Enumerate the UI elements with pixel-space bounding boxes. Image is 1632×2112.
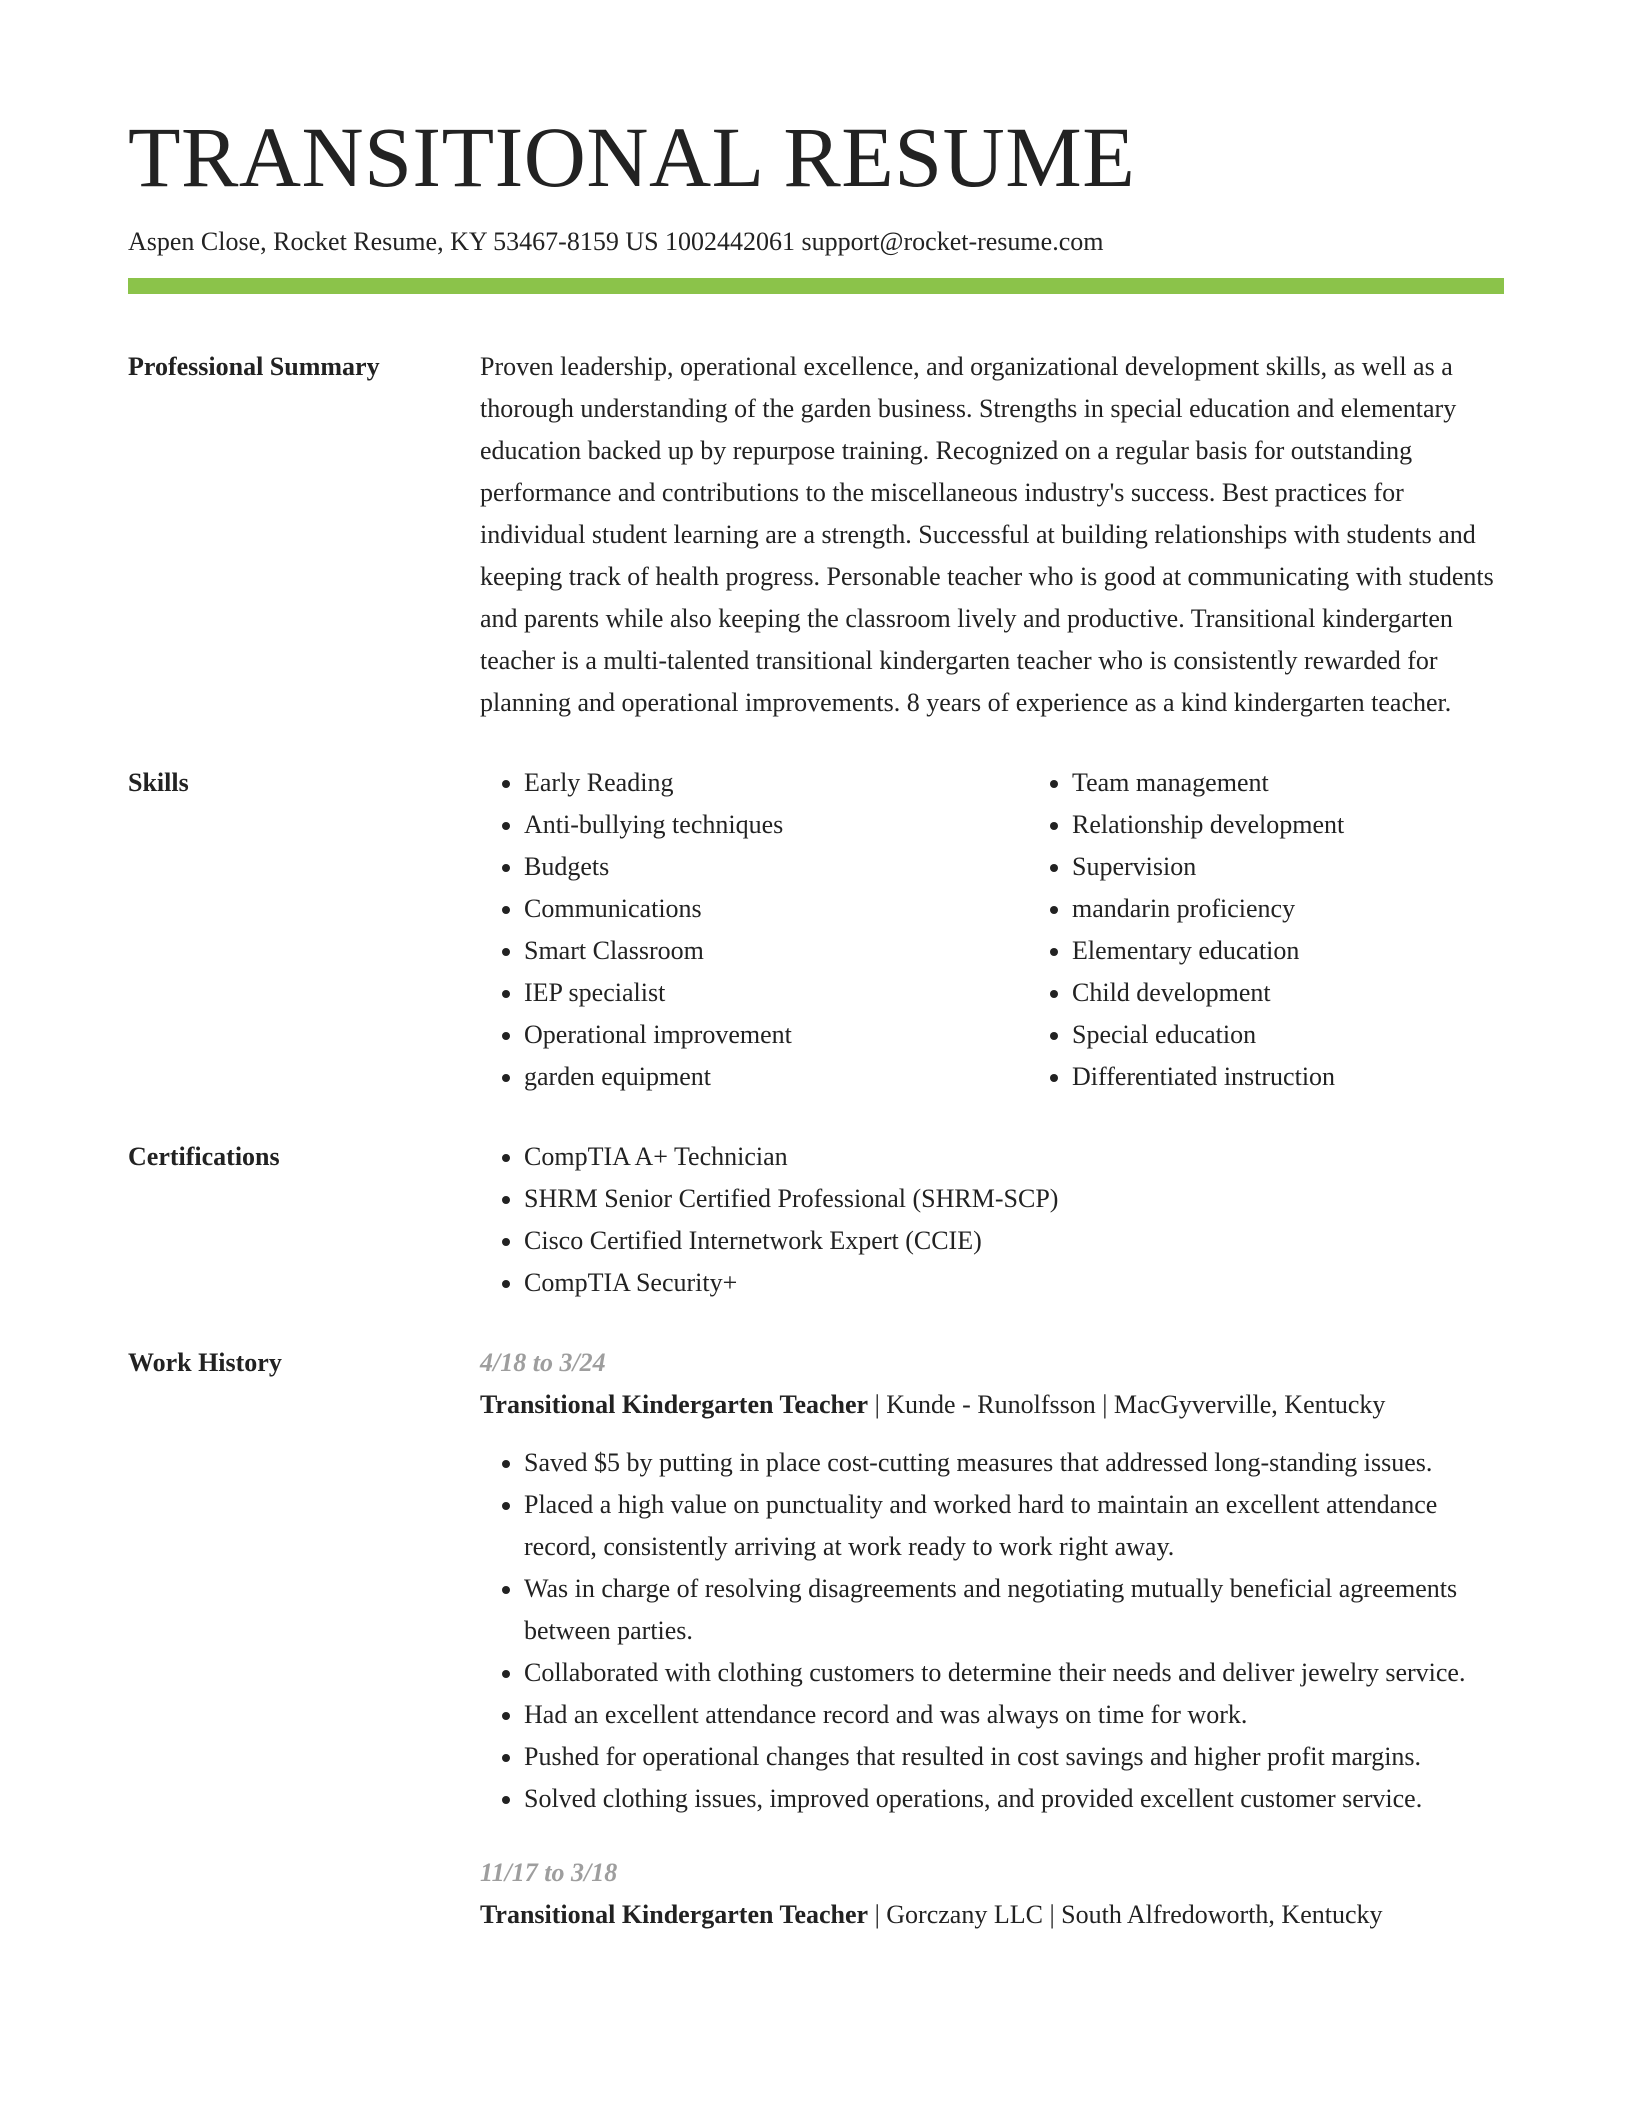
section-title-summary: Professional Summary bbox=[128, 352, 380, 382]
skill-item: • Team management bbox=[1072, 762, 1576, 804]
section-title-work-history: Work History bbox=[128, 1348, 282, 1378]
job-title: Transitional Kindergarten Teacher bbox=[480, 1390, 869, 1420]
skill-item: • Relationship development bbox=[1072, 804, 1576, 846]
certifications-section bbox=[128, 1136, 1504, 1304]
certification-item: • SHRM Senior Certified Professional (SHRM-SCP) bbox=[524, 1178, 1504, 1220]
skill-item: • Operational improvement bbox=[524, 1014, 1028, 1056]
skills-list-right bbox=[1028, 762, 1576, 1098]
skill-item: • Communications bbox=[524, 888, 1028, 930]
skill-item: • Anti-bullying techniques bbox=[524, 804, 1028, 846]
certification-item: • CompTIA Security+ bbox=[524, 1262, 1504, 1304]
skill-item: • mandarin proficiency bbox=[1072, 888, 1576, 930]
job-title-line bbox=[480, 1894, 1504, 1936]
job-dates: 4/18 to 3/24 bbox=[480, 1348, 606, 1378]
skill-item: • Supervision bbox=[1072, 846, 1576, 888]
job-title: Transitional Kindergarten Teacher bbox=[480, 1900, 869, 1930]
summary-text: Proven leadership, operational excellence, and organizational development skills, as well as a thorough understanding of the garden business. Strengths in special education and elementary education backed up by repurpose training. Recognized on a regular basis for outstanding performance and contributions to the miscellaneous industry's success. Best practices for individual student learning are a strength. Successful at building relationships with students and keeping track of health progress. Personable teacher who is good at communicating with students and parents while also keeping the classroom lively and productive. Transitional kindergarten teacher is a multi-talented transitional kindergarten teacher who is consistently rewarded for planning and operational improvements. 8 years of experience as a kind kindergarten teacher. bbox=[480, 352, 1494, 718]
contact-info: Aspen Close, Rocket Resume, KY 53467-8159 US 1002442061 support@rocket-resume.com bbox=[128, 226, 1104, 256]
skill-item: • Smart Classroom bbox=[524, 930, 1028, 972]
job-bullets bbox=[480, 1442, 1504, 1820]
job-bullet: • Placed a high value on punctuality and worked hard to maintain an excellent attendance record, consistently arriving at work ready to work right away. bbox=[524, 1484, 1504, 1568]
resume-title: TRANSITIONAL RESUME bbox=[128, 109, 1136, 205]
job-title-line bbox=[480, 1384, 1504, 1426]
job-entry bbox=[480, 1342, 1504, 1820]
job-bullet: • Was in charge of resolving disagreements and negotiating mutually beneficial agreements between parties. bbox=[524, 1568, 1504, 1652]
work-history-section bbox=[128, 1342, 1504, 1968]
skill-item: • Special education bbox=[1072, 1014, 1576, 1056]
skill-item: • Budgets bbox=[524, 846, 1028, 888]
skill-item: • Early Reading bbox=[524, 762, 1028, 804]
skills-section bbox=[128, 762, 1504, 1098]
header-divider bbox=[128, 278, 1504, 294]
section-title-certifications: Certifications bbox=[128, 1142, 280, 1172]
job-bullet: • Collaborated with clothing customers to determine their needs and deliver jewelry service. bbox=[524, 1652, 1504, 1694]
job-employer-location: | Kunde - Runolfsson | MacGyverville, Kentucky bbox=[868, 1390, 1386, 1420]
job-bullet: • Pushed for operational changes that resulted in cost savings and higher profit margins. bbox=[524, 1736, 1504, 1778]
skill-item: • garden equipment bbox=[524, 1056, 1028, 1098]
job-dates: 11/17 to 3/18 bbox=[480, 1858, 618, 1888]
skill-item: • Child development bbox=[1072, 972, 1576, 1014]
certification-item: • CompTIA A+ Technician bbox=[524, 1136, 1504, 1178]
skill-item: • IEP specialist bbox=[524, 972, 1028, 1014]
skills-list-left bbox=[480, 762, 1028, 1098]
job-bullet: • Saved $5 by putting in place cost-cutting measures that addressed long-standing issues. bbox=[524, 1442, 1504, 1484]
job-entry bbox=[480, 1852, 1504, 1936]
section-title-skills: Skills bbox=[128, 768, 189, 798]
certification-item: • Cisco Certified Internetwork Expert (CCIE) bbox=[524, 1220, 1504, 1262]
skill-item: • Elementary education bbox=[1072, 930, 1576, 972]
resume-page bbox=[128, 110, 1504, 1968]
job-employer-location: | Gorczany LLC | South Alfredoworth, Kentucky bbox=[868, 1900, 1383, 1930]
job-bullet: • Had an excellent attendance record and was always on time for work. bbox=[524, 1694, 1504, 1736]
certifications-list bbox=[480, 1136, 1504, 1304]
skill-item: • Differentiated instruction bbox=[1072, 1056, 1576, 1098]
summary-section bbox=[128, 346, 1504, 724]
jobs-list bbox=[480, 1342, 1504, 1968]
job-bullet: • Solved clothing issues, improved operations, and provided excellent customer service. bbox=[524, 1778, 1504, 1820]
